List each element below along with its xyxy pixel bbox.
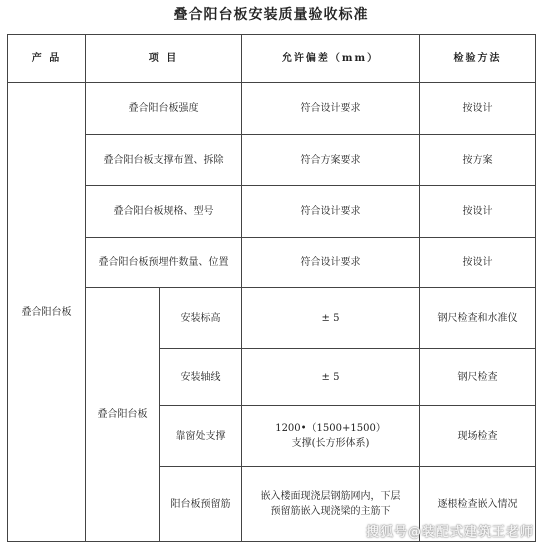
tolerance-cell: ± 5 <box>242 288 420 349</box>
watermark: 搜狐号@装配式建筑王老师 <box>365 525 534 540</box>
item-cell: 叠合阳台板强度 <box>86 83 242 135</box>
sub-item-cell: 阳台板预留筋 <box>160 467 242 542</box>
tolerance-line-1: 嵌入楼面现浇层钢筋网内，下层 <box>260 491 401 503</box>
table-row <box>8 83 536 135</box>
acceptance-standard-table <box>7 34 536 542</box>
header-method: 检验方法 <box>420 35 536 83</box>
item-cell: 叠合阳台板支撑布置、拆除 <box>86 134 242 186</box>
sub-item-cell: 安装轴线 <box>160 349 242 406</box>
tolerance-cell: ± 5 <box>242 349 420 406</box>
item-cell: 叠合阳台板规格、型号 <box>86 186 242 238</box>
table-row <box>8 134 536 186</box>
tolerance-line-2: 支撑(长方形体系) <box>291 438 370 450</box>
method-cell: 按设计 <box>420 186 536 238</box>
tolerance-cell: 符合方案要求 <box>242 134 420 186</box>
method-cell: 按设计 <box>420 237 536 287</box>
method-cell: 按方案 <box>420 134 536 186</box>
item-cell: 叠合阳台板预埋件数量、位置 <box>86 237 242 287</box>
tolerance-cell <box>242 406 420 467</box>
method-cell: 钢尺检查 <box>420 349 536 406</box>
tolerance-cell: 符合设计要求 <box>242 186 420 238</box>
method-cell: 逐根检查嵌入情况 <box>420 467 536 542</box>
sub-group-cell: 叠合阳台板 <box>86 288 160 542</box>
tolerance-line-2: 预留筋嵌入现浇梁的主筋下 <box>270 506 391 518</box>
tolerance-cell: 符合设计要求 <box>242 237 420 287</box>
table-row <box>8 288 536 349</box>
header-product: 产 品 <box>8 35 86 83</box>
table-row <box>8 186 536 238</box>
method-cell: 按设计 <box>420 83 536 135</box>
product-cell: 叠合阳台板 <box>8 83 86 542</box>
sub-item-cell: 安装标高 <box>160 288 242 349</box>
method-cell: 现场检查 <box>420 406 536 467</box>
header-tolerance: 允许偏差（mm） <box>242 35 420 83</box>
table-header-row <box>8 35 536 83</box>
header-item: 项 目 <box>86 35 242 83</box>
tolerance-cell: 符合设计要求 <box>242 83 420 135</box>
table-row <box>8 237 536 287</box>
sub-item-cell: 靠窗处支撑 <box>160 406 242 467</box>
page-title: 叠合阳台板安装质量验收标准 <box>173 7 369 23</box>
method-cell: 钢尺检查和水准仪 <box>420 288 536 349</box>
tolerance-line-1: 1200•（1500+1500） <box>275 423 386 435</box>
